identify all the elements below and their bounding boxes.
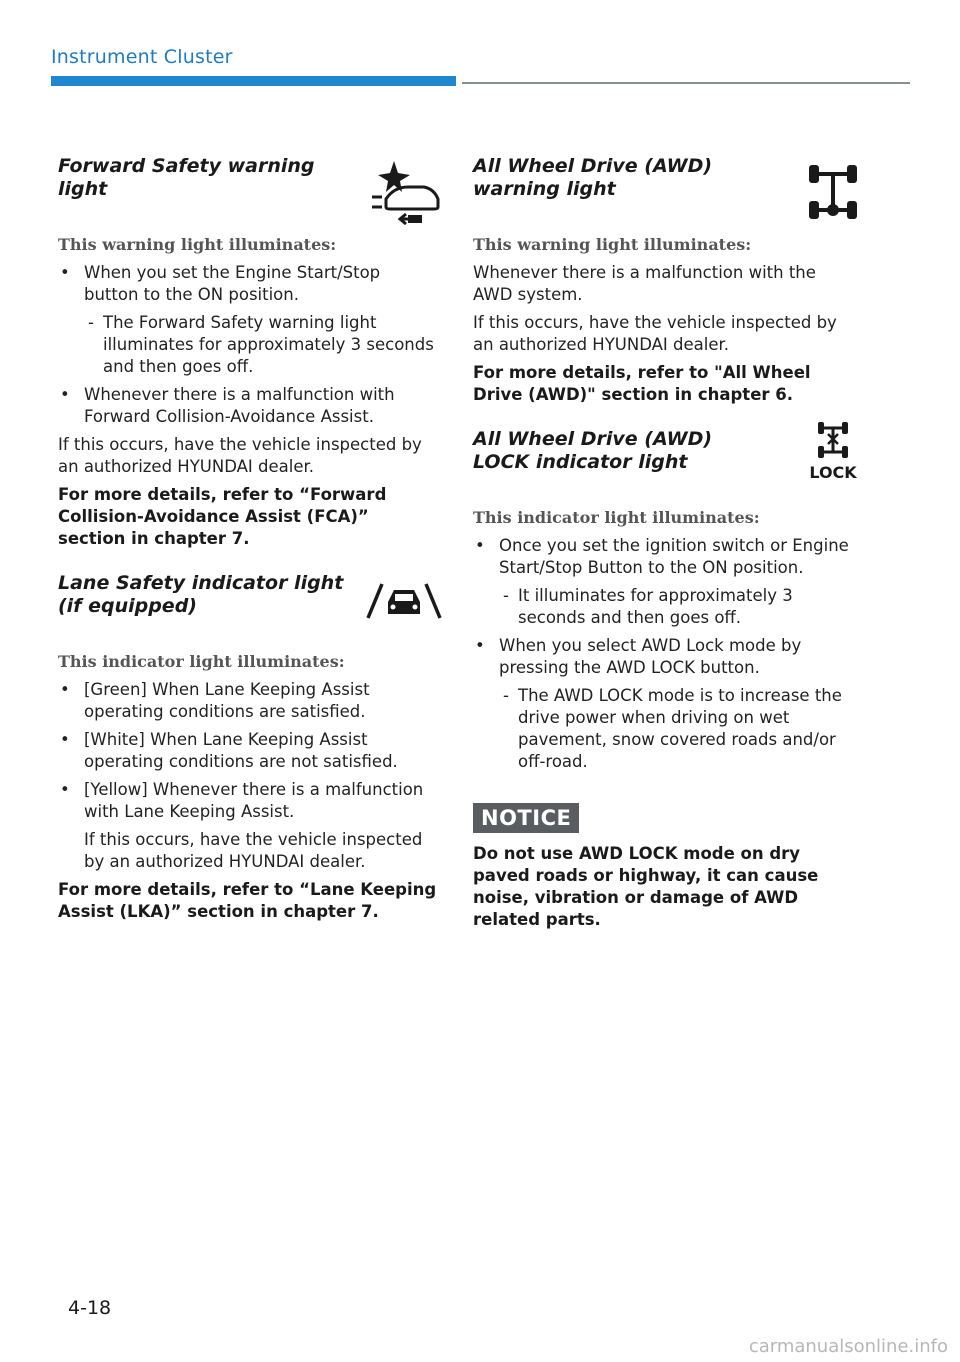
- sub-list-item: - The AWD LOCK mode is to increase the drive power when driving on wet pavement, snow covered roads and/or off-road.: [473, 685, 853, 773]
- lane-safety-reference: For more details, refer to “Lane Keeping Assist (LKA)” section in chapter 7.: [58, 880, 437, 921]
- awd-lock-icon-label: LOCK: [809, 463, 857, 482]
- forward-safety-list-2: [58, 384, 438, 428]
- awd-lock-list-2: [473, 635, 853, 679]
- awd-lock-heading: [473, 428, 857, 494]
- left-column: [58, 155, 438, 929]
- forward-safety-warning-icon: [364, 159, 444, 225]
- sub-list-item: - The Forward Safety warning light illuminates for approximately 3 seconds and then goes off.: [58, 312, 438, 378]
- notice-section: [473, 779, 853, 931]
- sub-list-item: - It illuminates for approximately 3 seconds and then goes off.: [473, 585, 853, 629]
- list-item: • When you set the Engine Start/Stop button to the ON position.: [58, 262, 438, 306]
- list-item: • [Yellow] Whenever there is a malfunction with Lane Keeping Assist.: [58, 779, 438, 823]
- forward-safety-list: [58, 262, 438, 306]
- lane-safety-indented-note: If this occurs, have the vehicle inspected by an authorized HYUNDAI dealer.: [84, 830, 423, 871]
- lane-safety-section: [58, 572, 438, 923]
- list-item: • Once you set the ignition switch or Engine Start/Stop Button to the ON position.: [473, 535, 853, 579]
- notice-badge: NOTICE: [473, 803, 579, 833]
- list-item: • Whenever there is a malfunction with Forward Collision-Avoidance Assist.: [58, 384, 438, 428]
- awd-lock-list: [473, 535, 853, 579]
- awd-warning-body-2: If this occurs, have the vehicle inspected by an authorized HYUNDAI dealer.: [473, 313, 837, 354]
- awd-warning-title: All Wheel Drive (AWD) warning light: [473, 155, 713, 200]
- right-column: [473, 155, 857, 937]
- awd-warning-reference: For more details, refer to "All Wheel Drive (AWD)" section in chapter 6.: [473, 363, 811, 404]
- awd-warning-heading: [473, 155, 853, 221]
- awd-warning-lead: This warning light illuminates:: [473, 235, 752, 254]
- awd-lock-drivetrain-icon: [815, 420, 851, 460]
- awd-lock-indicator-icon: [803, 420, 863, 482]
- forward-safety-body: If this occurs, have the vehicle inspected by an authorized HYUNDAI dealer.: [58, 435, 422, 476]
- list-item: • [White] When Lane Keeping Assist operating conditions are not satisfied.: [58, 729, 438, 773]
- header-accent-bar: [51, 76, 456, 86]
- page-number: 4-18: [68, 1297, 112, 1319]
- awd-warning-section: [473, 155, 853, 406]
- notice-text: Do not use AWD LOCK mode on dry paved roads or highway, it can cause noise, vibration or damage of AWD related parts.: [473, 844, 819, 929]
- lane-safety-list: [58, 679, 438, 823]
- lane-safety-heading: [58, 572, 438, 638]
- running-header-title: Instrument Cluster: [51, 46, 233, 68]
- forward-safety-heading: [58, 155, 438, 221]
- lane-safety-indicator-icon: [364, 580, 444, 622]
- lane-safety-lead: This indicator light illuminates:: [58, 652, 345, 671]
- awd-warning-body-1: Whenever there is a malfunction with the AWD system.: [473, 263, 816, 304]
- awd-lock-title: All Wheel Drive (AWD) LOCK indicator light: [473, 428, 713, 473]
- watermark-text: carmanualsonline.info: [748, 1336, 948, 1357]
- awd-lock-lead: This indicator light illuminates:: [473, 508, 760, 527]
- forward-safety-reference: For more details, refer to “Forward Collision-Avoidance Assist (FCA)” section in chapter 7.: [58, 485, 387, 548]
- forward-safety-lead: This warning light illuminates:: [58, 235, 337, 254]
- awd-warning-icon: [805, 163, 861, 223]
- header-rule: [462, 82, 910, 84]
- list-item: • When you select AWD Lock mode by pressing the AWD LOCK button.: [473, 635, 853, 679]
- forward-safety-title: Forward Safety warning light: [58, 155, 315, 200]
- forward-safety-section: [58, 155, 438, 550]
- lane-safety-title: Lane Safety indicator light (if equipped): [58, 572, 344, 617]
- list-item: • [Green] When Lane Keeping Assist operating conditions are satisfied.: [58, 679, 438, 723]
- awd-lock-section: [473, 428, 857, 773]
